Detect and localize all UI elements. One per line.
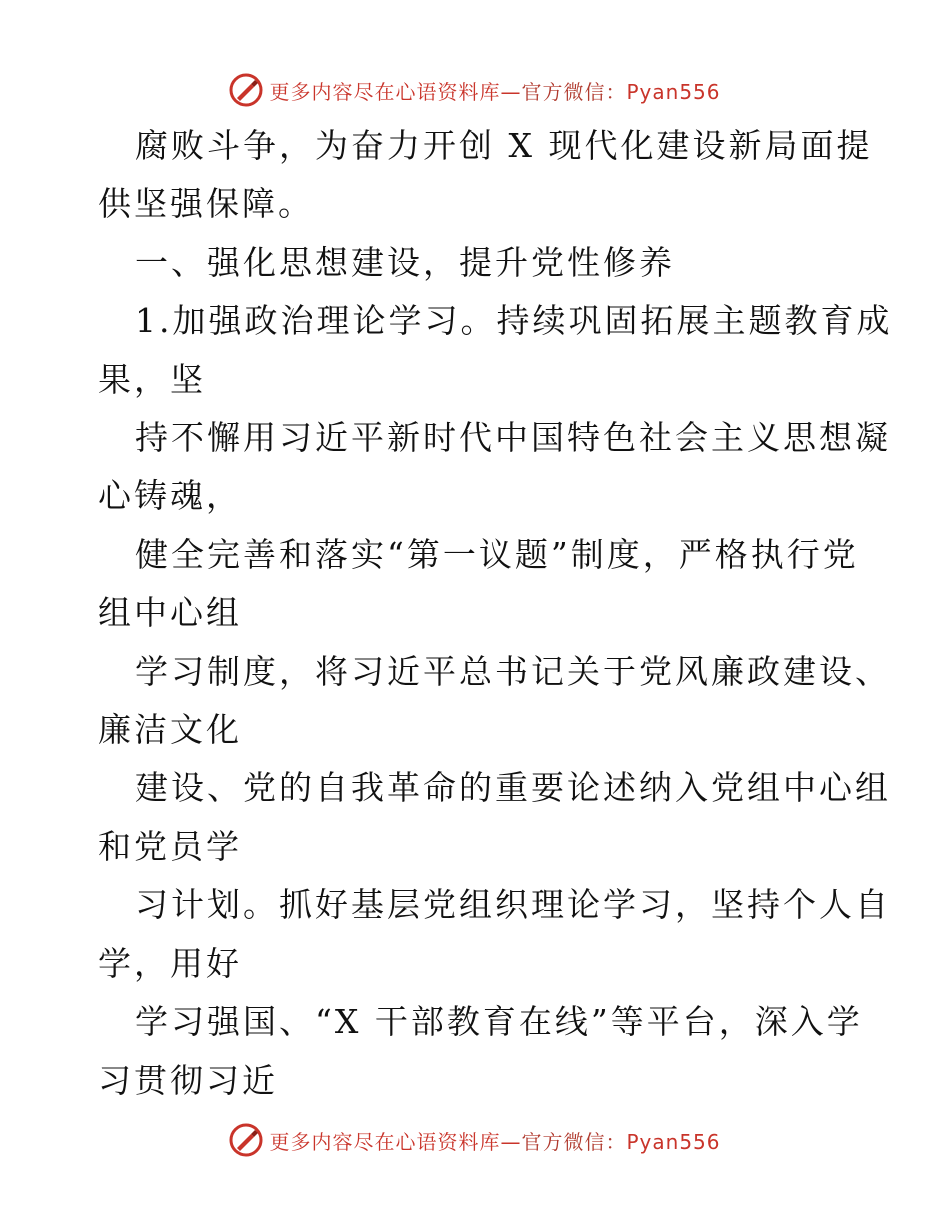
text-line-7: 心铸魂， xyxy=(98,476,242,515)
text-line-12: 建设、党的自我革命的重要论述纳入党组中心组 xyxy=(135,768,891,807)
text-line-5: 果，坚 xyxy=(98,360,206,399)
text-line-15: 学，用好 xyxy=(98,944,242,983)
text-line-8: 健全完善和落实“第一议题”制度，严格执行党 xyxy=(135,535,859,574)
watermark-text: 更多内容尽在心语资料库—官方微信：Pyan556 xyxy=(269,79,721,104)
watermark-text: 更多内容尽在心语资料库—官方微信：Pyan556 xyxy=(269,1129,721,1154)
footer-watermark xyxy=(0,1120,950,1160)
text-line-9: 组中心组 xyxy=(98,593,242,632)
text-line-17: 习贯彻习近 xyxy=(98,1061,278,1100)
text-line-11: 廉洁文化 xyxy=(98,710,242,749)
text-line-1: 腐败斗争，为奋力开创 X 现代化建设新局面提 xyxy=(135,126,873,165)
text-line-10: 学习制度，将习近平总书记关于党风廉政建设、 xyxy=(135,652,891,691)
section-heading: 一、强化思想建设，提升党性修养 xyxy=(135,243,675,282)
header-watermark xyxy=(0,70,950,110)
text-line-14: 习计划。抓好基层党组织理论学习，坚持个人自 xyxy=(135,885,891,924)
text-line-16: 学习强国、“X 干部教育在线”等平台，深入学 xyxy=(135,1002,863,1041)
pen-logo-icon xyxy=(229,1123,263,1157)
text-line-13: 和党员学 xyxy=(98,827,242,866)
text-line-2: 供坚强保障。 xyxy=(98,184,314,223)
text-line-4: 1.加强政治理论学习。持续巩固拓展主题教育成 xyxy=(135,301,893,340)
pen-logo-icon xyxy=(229,73,263,107)
text-line-6: 持不懈用习近平新时代中国特色社会主义思想凝 xyxy=(135,418,891,457)
